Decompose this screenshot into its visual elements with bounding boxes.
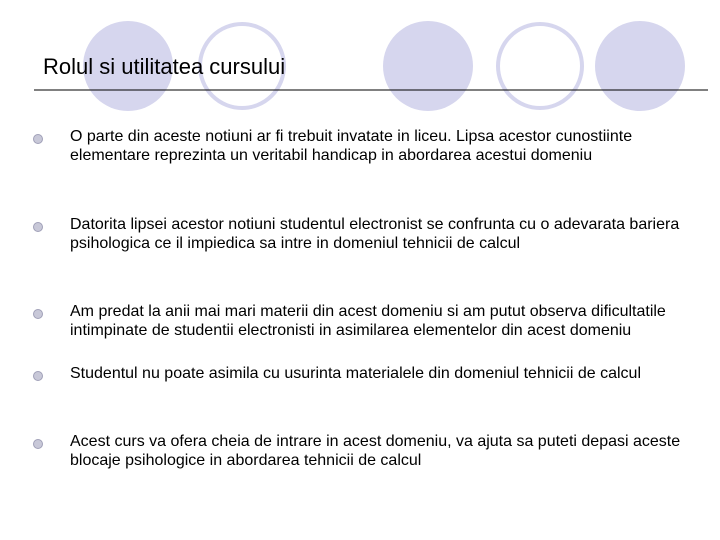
bullet-item-3: Am predat la anii mai mari materii din acest domeniu si am putut observa dificultatile intimpinate de studentii electronisti in asimilarea elementelor din acest domeniu: [70, 303, 666, 339]
bullet-marker: [33, 134, 43, 144]
bullet-marker: [33, 309, 43, 319]
bullet-item-1: O parte din aceste notiuni ar fi trebuit invatate in liceu. Lipsa acestor cunostiinte elementare reprezinta un veritabil handicap in abordarea acestui domeniu: [70, 128, 633, 164]
bullet-item-5: Acest curs va ofera cheia de intrare in acest domeniu, va ajuta sa puteti depasi aceste blocaje psihologice in abordarea tehnicii de calcul: [70, 433, 681, 469]
bullet-marker: [33, 371, 43, 381]
bullet-marker: [33, 439, 43, 449]
bullet-item-4: Studentul nu poate asimila cu usurinta materialele din domeniul tehnicii de calcul: [70, 365, 641, 382]
bullet-item-2: Datorita lipsei acestor notiuni studentul electronist se confrunta cu o adevarata bariera psihologica ce il impiedica sa intre in domeniul tehnicii de calcul: [70, 216, 680, 252]
slide-title: Rolul si utilitatea cursului: [43, 54, 286, 79]
circle-filled-3: [595, 21, 685, 111]
circle-outline-2: [498, 24, 582, 108]
bullet-marker: [33, 222, 43, 232]
circle-filled-2: [383, 21, 473, 111]
